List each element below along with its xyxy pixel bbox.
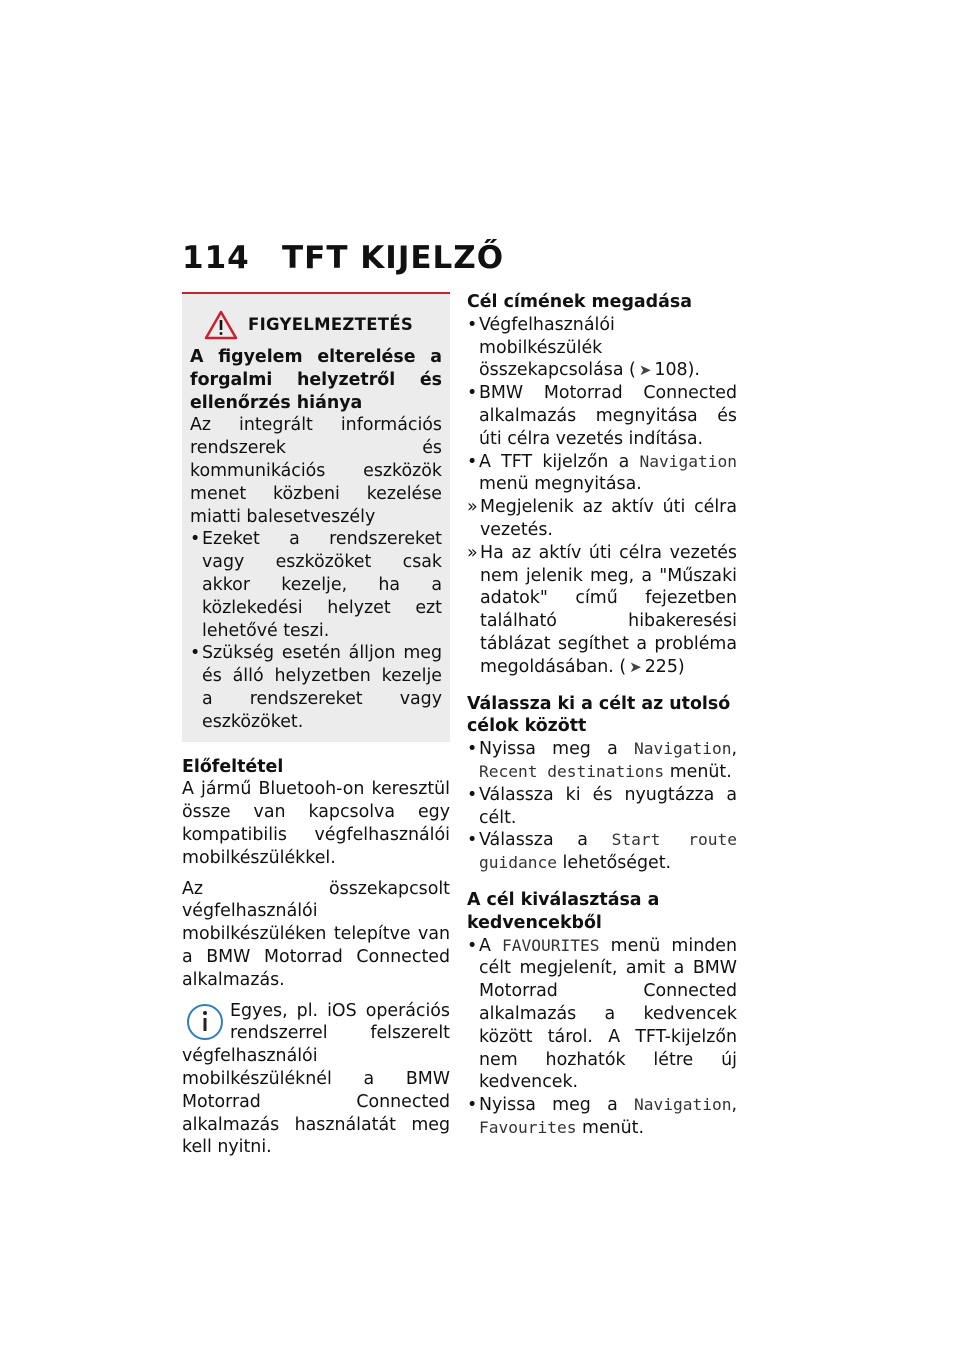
prereq-heading: Előfeltétel bbox=[182, 756, 284, 777]
dest-list bbox=[467, 314, 737, 679]
recent-step: • Válassza ki és nyugtázza a célt. bbox=[467, 784, 737, 830]
prereq-paragraph: Az összekapcsolt végfelhasználói mobilkészüléken telepítve van a BMW Motorrad Connected alkalmazás. bbox=[182, 878, 450, 990]
warning-list bbox=[190, 528, 442, 733]
warning-text: Az integrált információs rendszerek és kommunikációs eszközök menet közbeni kezelése miatti balesetveszély bbox=[190, 415, 442, 527]
dest-step: • Végfelhasználói mobilkészülék összekapcsolása ( ➤ 108). bbox=[467, 314, 737, 382]
page-header bbox=[182, 240, 742, 290]
dest-result: » Ha az aktív úti célra vezetés nem jelenik meg, a "Műszaki adatok" című fejezetben található hibakeresési táblázat segíthet a probléma megoldásában. ( ➤ 225) bbox=[467, 542, 737, 679]
right-column bbox=[467, 291, 737, 1140]
dest-step: • A TFT kijelzőn a Navigation menü megnyitása. bbox=[467, 451, 737, 497]
menu-name: Start route guidance bbox=[479, 830, 737, 873]
info-text: Egyes, pl. iOS operációs rendszerrel felszerelt végfelhasználói mobilkészüléknél a BMW Motorrad Connected alkalmazás használatát meg kell nyitni. bbox=[182, 1000, 450, 1158]
fav-heading: A cél kiválasztása a kedvencekből bbox=[467, 889, 660, 933]
section-title: TFT KIJELZŐ bbox=[282, 240, 505, 276]
recent-heading: Válassza ki a célt az utolsó célok között bbox=[467, 693, 731, 737]
recent-list bbox=[467, 738, 737, 875]
fav-list bbox=[467, 935, 737, 1140]
recent-step: • Nyissa meg a Navigation, Recent destinations menüt. bbox=[467, 738, 737, 784]
warning-bullet: • Ezeket a rendszereket vagy eszközöket csak akkor kezelje, ha a közlekedési helyzet ezt lehetővé teszi. bbox=[190, 528, 442, 642]
dest-step: • BMW Motorrad Connected alkalmazás megnyitása és úti célra vezetés indítása. bbox=[467, 382, 737, 450]
menu-name: Navigation bbox=[634, 739, 732, 759]
warning-title: A figyelem elterelése a forgalmi helyzetről és ellenőrzés hiánya bbox=[190, 347, 442, 413]
left-column bbox=[182, 292, 450, 1159]
menu-name: Favourites bbox=[479, 1117, 577, 1137]
menu-name: Navigation bbox=[634, 1095, 732, 1115]
arrow-right-icon: ➤ bbox=[629, 657, 642, 676]
dest-heading: Cél címének megadása bbox=[467, 292, 692, 312]
fav-step: • A FAVOURITES menü minden célt megjelenít, amit a BMW Motorrad Connected alkalmazás a kedvencek között tárol. A TFT-kijelzőn nem hozhatók létre új kedvencek. bbox=[467, 935, 737, 1095]
warning-box bbox=[182, 292, 450, 742]
info-note bbox=[182, 1000, 450, 1160]
warning-bullet: • Szükség esetén álljon meg és álló helyzetben kezelje a rendszereket vagy eszközöket. bbox=[190, 642, 442, 733]
warning-triangle-icon bbox=[204, 310, 238, 340]
warning-label: FIGYELMEZTETÉS bbox=[248, 314, 414, 334]
recent-step: • Válassza a Start route guidance lehetőséget. bbox=[467, 829, 737, 875]
info-icon bbox=[186, 1000, 224, 1042]
page-number: 114 bbox=[182, 240, 250, 276]
menu-name: FAVOURITES bbox=[502, 935, 600, 955]
prereq-paragraph: A jármű Bluetooh-on keresztül össze van kapcsolva egy kompatibilis végfelhasználói mobilkészülékkel. bbox=[182, 779, 450, 868]
menu-name: Recent destinations bbox=[479, 761, 665, 781]
fav-step: • Nyissa meg a Navigation, Favourites menüt. bbox=[467, 1094, 737, 1140]
menu-name: Navigation bbox=[639, 451, 737, 471]
dest-result: » Megjelenik az aktív úti célra vezetés. bbox=[467, 496, 737, 542]
arrow-right-icon: ➤ bbox=[638, 361, 652, 380]
warning-header bbox=[204, 310, 442, 340]
